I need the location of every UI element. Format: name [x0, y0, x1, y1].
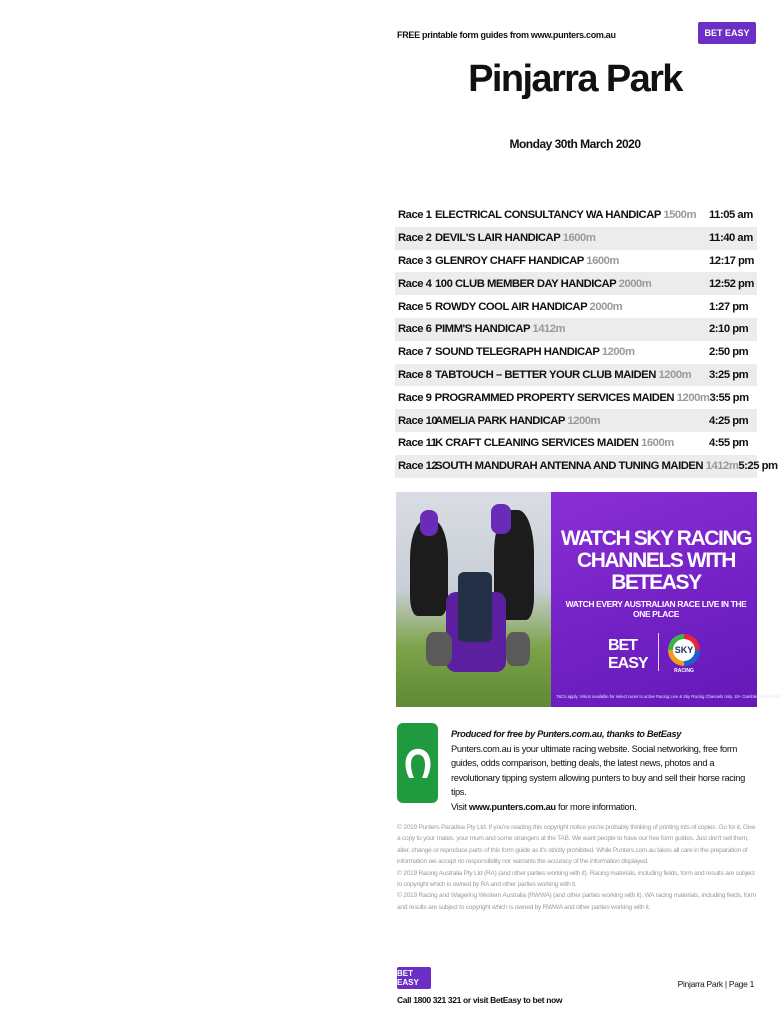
race-time: 2:10 pm	[709, 323, 749, 336]
header-note: FREE printable form guides from www.punters.com.au	[397, 30, 616, 40]
race-time: 4:55 pm	[709, 437, 749, 450]
race-row	[395, 318, 757, 341]
legal-paragraph: © 2019 Punters Paradise Pty Ltd. If you're reading this copyright notice you're probably thinking of printing lots of copies. Go for it. Give a copy to your mates, your mum and some strangers at the TAB. We want people to have our free form guides. Just don't sell them, alter, change or reproduce parts of this form guide as it's strictly prohibited. While Punters.com.au takes all care in the preparation of information we accept no responsibility nor warrants the accuracy of the information displayed.	[397, 824, 756, 866]
race-name-cell	[435, 369, 709, 381]
race-distance: 2000m	[618, 277, 652, 290]
race-time: 4:25 pm	[709, 414, 749, 427]
race-name-cell	[435, 209, 709, 221]
race-time: 1:27 pm	[709, 300, 749, 313]
race-number: Race 7	[398, 346, 432, 359]
race-number: Race 12	[398, 460, 438, 473]
race-number: Race 11	[398, 437, 437, 450]
race-row	[395, 432, 757, 455]
race-distance: 2000m	[589, 300, 623, 313]
race-row	[395, 455, 778, 478]
visit-suffix: for more information.	[555, 801, 637, 812]
race-time: 2:50 pm	[709, 346, 749, 359]
race-number: Race 4	[398, 277, 432, 290]
race-row	[395, 364, 757, 387]
race-name: GLENROY CHAFF HANDICAP	[435, 254, 584, 267]
race-time: 11:40 am	[709, 232, 753, 245]
race-name: DEVIL'S LAIR HANDICAP	[435, 232, 561, 245]
legal-notice	[397, 822, 757, 913]
banner-disclaimer: T&Cs apply. Vision available for select races to active Racing Live & Sky Racing Channels only. 18+ Gamble Responsibly.	[556, 694, 782, 699]
race-distance: 1200m	[601, 346, 635, 359]
race-row	[395, 409, 757, 432]
page-number: Pinjarra Park | Page 1	[677, 979, 754, 989]
race-name-cell	[435, 232, 709, 244]
race-time: 3:55 pm	[709, 391, 749, 404]
banner-divider	[658, 633, 659, 671]
banner-headline-line2: CHANNELS WITH BETEASY	[577, 549, 735, 594]
race-time: 3:25 pm	[709, 368, 749, 381]
race-number: Race 9	[398, 391, 432, 404]
race-name: ROWDY COOL AIR HANDICAP	[435, 300, 587, 313]
race-number: Race 5	[398, 300, 432, 313]
legal-paragraph: © 2019 Racing Australia Pty Ltd (RA) (and other parties working with it). Racing materials, including fields, form and results are subject to copyright which is owned by RA and other parties working with it.	[397, 869, 755, 889]
visit-prefix: Visit	[451, 801, 469, 812]
produced-by-section	[451, 727, 757, 814]
race-number: Race 8	[398, 368, 432, 381]
race-row	[395, 250, 757, 273]
race-name-cell	[435, 301, 709, 313]
race-name: SOUTH MANDURAH ANTENNA AND TUNING MAIDEN	[435, 460, 704, 473]
race-name-cell	[435, 346, 709, 358]
race-name: PROGRAMMED PROPERTY SERVICES MAIDEN	[434, 391, 675, 404]
banner-subline: WATCH EVERY AUSTRALIAN RACE LIVE IN THE ONE PLACE	[565, 599, 747, 619]
race-row	[395, 204, 757, 227]
footer-beteasy-logo[interactable]: BET EASY	[397, 967, 431, 989]
race-name-cell	[435, 392, 710, 404]
race-number: Race 1	[398, 209, 432, 222]
race-name-cell	[435, 255, 709, 267]
race-name: K CRAFT CLEANING SERVICES MAIDEN	[435, 437, 639, 450]
race-number: Race 3	[398, 254, 432, 267]
sky-logo-text: SKY	[673, 639, 695, 661]
race-row	[395, 272, 757, 295]
race-time: 12:17 pm	[709, 254, 754, 267]
race-distance: 1500m	[663, 209, 697, 222]
produced-title: Produced for free by Punters.com.au, thanks to BetEasy	[451, 729, 682, 739]
race-distance: 1200m	[658, 368, 692, 381]
footer-call-text: Call 1800 321 321 or visit BetEasy to bet now	[397, 995, 563, 1005]
banner-photo	[396, 492, 551, 707]
race-name-cell	[435, 323, 709, 335]
race-distance: 1200m	[676, 391, 710, 404]
legal-paragraph: © 2019 Racing and Wagering Western Australia (RWWA) (and other parties working with it). WA racing materials, including fields, form and results are subject to copyright which is owned by RWWA and other parties working with it.	[397, 892, 756, 911]
page-title: Pinjarra Park	[468, 58, 682, 100]
sky-racing-banner[interactable]	[396, 492, 782, 707]
race-name: SOUND TELEGRAPH HANDICAP	[435, 346, 600, 359]
banner-headline	[556, 528, 756, 594]
sky-racing-label: RACING	[674, 668, 694, 674]
race-name-cell	[435, 437, 709, 449]
beteasy-logo[interactable]: BET EASY	[698, 22, 756, 44]
race-name: AMELIA PARK HANDICAP	[435, 414, 565, 427]
race-distance: 1412m	[532, 323, 566, 336]
race-distance: 1200m	[567, 414, 601, 427]
race-name-cell	[435, 460, 738, 472]
race-time: 12:52 pm	[709, 277, 754, 290]
race-name: 100 CLUB MEMBER DAY HANDICAP	[435, 277, 617, 290]
race-row	[395, 386, 757, 409]
banner-beteasy-logo: BET EASY	[608, 637, 648, 672]
race-row	[395, 227, 757, 250]
race-distance: 1600m	[641, 437, 674, 450]
produced-visit	[451, 800, 757, 815]
race-name: PIMM'S HANDICAP	[435, 323, 530, 336]
race-distance: 1600m	[586, 254, 619, 267]
race-name-cell	[435, 278, 709, 290]
punters-link[interactable]: www.punters.com.au	[468, 801, 556, 812]
horseshoe-icon	[397, 723, 438, 803]
race-time: 11:05 am	[709, 209, 753, 222]
race-distance: 1412m	[705, 460, 739, 473]
race-name-cell	[435, 415, 709, 427]
meeting-date: Monday 30th March 2020	[509, 137, 641, 151]
race-name: ELECTRICAL CONSULTANCY WA HANDICAP	[435, 209, 661, 222]
race-row	[395, 341, 757, 364]
race-number: Race 10	[398, 414, 438, 427]
race-number: Race 6	[398, 323, 432, 336]
produced-body: Punters.com.au is your ultimate racing website. Social networking, free form guides, odds comparison, betting deals, the latest news, photos and a revolutionary tipping system allowing punters to buy and sell their horse racing tips.	[451, 743, 745, 797]
sky-racing-logo	[668, 634, 700, 666]
race-name: TABTOUCH – BETTER YOUR CLUB MAIDEN	[435, 368, 656, 381]
race-time: 5:25 pm	[738, 460, 778, 473]
race-distance: 1600m	[562, 232, 596, 245]
race-list	[395, 204, 778, 478]
banner-headline-line1: WATCH SKY RACING	[560, 527, 752, 550]
race-number: Race 2	[398, 232, 432, 245]
race-row	[395, 295, 757, 318]
